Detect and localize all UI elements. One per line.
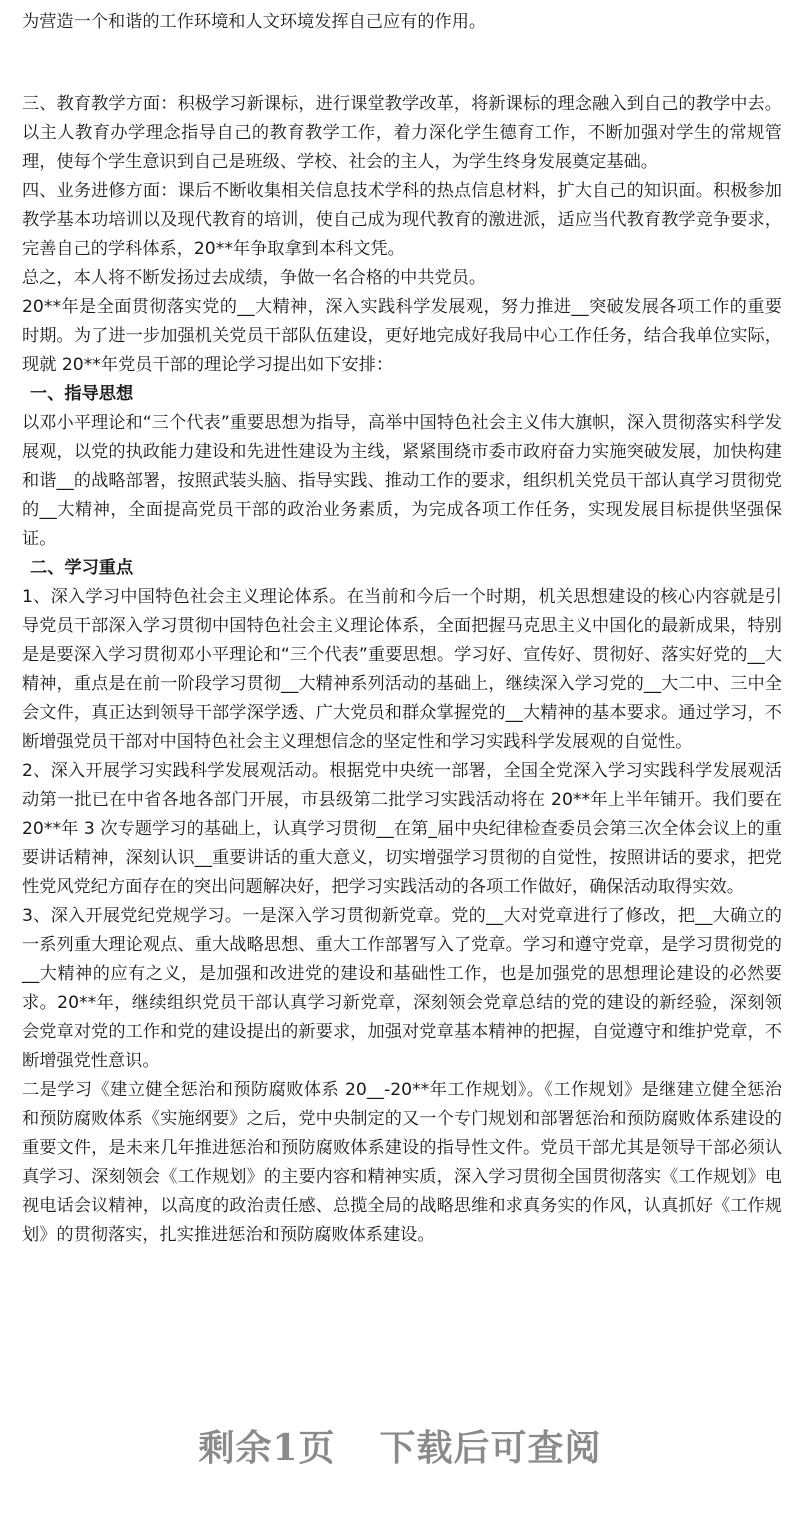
intro-tail: 为营造一个和谐的工作环境和人文环境发挥自己应有的作用。: [22, 12, 487, 32]
document-body: [22, 8, 782, 1250]
paragraph-education: 三、教育教学方面：积极学习新课标，进行课堂教学改革，将新课标的理念融入到自己的教学中去。以主人教育办学理念指导自己的教育教学工作，着力深化学生德育工作，不断加强对学生的常规管理，使每个学生意识到自己是班级、学校、社会的主人，为学生终身发展奠定基础。: [22, 94, 782, 172]
download-prompt[interactable]: [0, 1420, 800, 1471]
paragraph-plan-intro: 20**年是全面贯彻落实党的__大精神，深入实践科学发展观，努力推进__突破发展各项工作的重要时期。为了进一步加强机关党员干部队伍建设，更好地完成好我局中心工作任务，结合我单位实际，现就 20**年党员干部的理论学习提出如下安排：: [22, 297, 782, 375]
paragraph-guiding: 以邓小平理论和“三个代表”重要思想为指导，高举中国特色社会主义伟大旗帜，深入贯彻落实科学发展观，以党的执政能力建设和先进性建设为主线，紧紧围绕市委市政府奋力实施突破发展，加快构建和谐__的战略部署，按照武装头脑、指导实践、推动工作的要求，组织机关党员干部认真学习贯彻党的__大精神，全面提高党员干部的政治业务素质，为完成各项工作任务，实现发展目标提供坚强保证。: [22, 413, 782, 549]
paragraph-focus-1: 1、深入学习中国特色社会主义理论体系。在当前和今后一个时期，机关思想建设的核心内容就是引导党员干部深入学习贯彻中国特色社会主义理论体系，全面把握马克思主义中国化的最新成果，特别是是要深入学习贯彻邓小平理论和“三个代表”重要思想。学习好、宣传好、贯彻好、落实好党的__大精神，重点是在前一阶段学习贯彻__大精神系列活动的基础上，继续深入学习党的__大二中、三中全会文件，真正达到领导干部学深学透、广大党员和群众掌握党的__大精神的基本要求。通过学习，不断增强党员干部对中国特色社会主义理想信念的坚定性和学习实践科学发展观的自觉性。: [22, 587, 782, 752]
remaining-pages-label: 剩余1页: [198, 1427, 336, 1469]
download-to-view-label[interactable]: 下载后可查阅: [379, 1427, 602, 1469]
heading-guiding: 一、指导思想: [30, 384, 134, 404]
paragraph-summary: 总之，本人将不断发扬过去成绩，争做一名合格的中共党员。: [22, 268, 487, 288]
heading-focus: 二、学习重点: [30, 558, 134, 578]
paragraph-focus-3: 3、深入开展党纪党规学习。一是深入学习贯彻新党章。党的__大对党章进行了修改，把__大确立的一系列重大理论观点、重大战略思想、重大工作部署写入了党章。学习和遵守党章，是学习贯彻党的__大精神的应有之义，是加强和改进党的建设和基础性工作，也是加强党的思想理论建设的必然要求。20**年，继续组织党员干部认真学习新党章，深刻领会党章总结的党的建设的新经验，深刻领会党章对党的工作和党的建设提出的新要求，加强对党章基本精神的把握，自觉遵守和维护党章，不断增强党性意识。: [22, 906, 782, 1071]
paragraph-study: 四、业务进修方面：课后不断收集相关信息技术学科的热点信息材料，扩大自己的知识面。积极参加教学基本功培训以及现代教育的培训，使自己成为现代教育的激进派，适应当代教育教学竞争要求，完善自己的学科体系，20**年争取拿到本科文凭。: [22, 181, 782, 259]
paragraph-focus-3b: 二是学习《建立健全惩治和预防腐败体系 20__-20**年工作规划》。《工作规划》是继建立健全惩治和预防腐败体系《实施纲要》之后，党中央制定的又一个专门规划和部署惩治和预防腐败体系建设的重要文件，是未来几年推进惩治和预防腐败体系建设的指导性文件。党员干部尤其是领导干部必须认真学习、深刻领会《工作规划》的主要内容和精神实质，深入学习贯彻全国贯彻落实《工作规划》电视电话会议精神，以高度的政治责任感、总揽全局的战略思维和求真务实的作风，认真抓好《工作规划》的贯彻落实，扎实推进惩治和预防腐败体系建设。: [22, 1080, 782, 1245]
paragraph-gap: [22, 37, 782, 90]
paragraph-focus-2: 2、深入开展学习实践科学发展观活动。根据党中央统一部署，全国全党深入学习实践科学发展观活动第一批已在中省各地各部门开展，市县级第二批学习实践活动将在 20**年上半年铺开。我们要在 20**年 3 次专题学习的基础上，认真学习贯彻__在第_届中央纪律检查委员会第三次全体会议上的重要讲话精神，深刻认识__重要讲话的重大意义，切实增强学习贯彻的自觉性，按照讲话的要求，把党性党风党纪方面存在的突出问题解决好，把学习实践活动的各项工作做好，确保活动取得实效。: [22, 761, 782, 897]
